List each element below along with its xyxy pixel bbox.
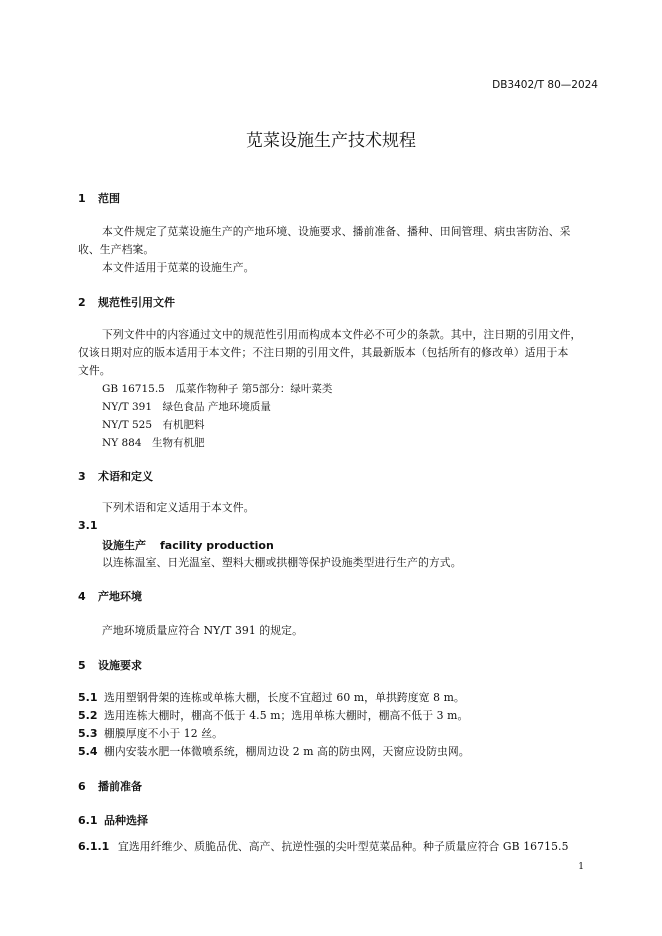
clause-5-3: 5.3 棚膜厚度不小于 12 丝。 bbox=[78, 727, 224, 740]
standard-code: DB3402/T 80—2024 bbox=[492, 79, 598, 91]
term-definition: 以连栋温室、日光温室、塑料大棚或拱棚等保护设施类型进行生产的方式。 bbox=[102, 556, 462, 569]
section-number: 4 bbox=[78, 590, 86, 603]
paragraph: 下列文件中的内容通过文中的规范性引用而构成本文件必不可少的条款。其中，注日期的引用文件， bbox=[102, 328, 582, 341]
clause-5-1: 5.1 选用塑钢骨架的连栋或单栋大棚，长度不宜超过 60 m，单拱跨度宽 8 m。 bbox=[78, 691, 465, 704]
clause-6-1-1: 6.1.1 宜选用纤维少、质脆品优、高产、抗逆性强的尖叶型苋菜品种。种子质量应符合 GB 16715.5 bbox=[78, 840, 569, 853]
reference-item: NY/T 391 绿色食品 产地环境质量 bbox=[102, 401, 271, 413]
section-number: 6 bbox=[78, 780, 86, 793]
reference-item: NY 884 生物有机肥 bbox=[102, 437, 205, 449]
clause-5-4: 5.4 棚内安装水肥一体微喷系统，棚周边设 2 m 高的防虫网，天窗应设防虫网。 bbox=[78, 745, 470, 758]
paragraph-continued: 文件。 bbox=[78, 364, 111, 377]
section-title: 术语和定义 bbox=[98, 470, 153, 483]
section-number: 1 bbox=[78, 192, 86, 205]
section-1-heading bbox=[78, 190, 120, 206]
clause-5-2: 5.2 选用连栋大棚时，棚高不低于 4.5 m；选用单栋大棚时，棚高不低于 3 m。 bbox=[78, 709, 469, 722]
section-number: 5 bbox=[78, 659, 86, 672]
section-number: 3 bbox=[78, 470, 86, 483]
subsection-6-1-heading bbox=[78, 812, 148, 828]
term-heading bbox=[102, 537, 274, 553]
reference-item: NY/T 525 有机肥料 bbox=[102, 419, 205, 431]
section-title: 设施要求 bbox=[98, 659, 142, 672]
document-title: 苋菜设施生产技术规程 bbox=[246, 131, 416, 151]
page-number: 1 bbox=[578, 862, 584, 872]
subsection-number: 3.1 bbox=[78, 519, 98, 532]
term-chinese: 设施生产 bbox=[102, 539, 146, 552]
subsection-number: 6.1 bbox=[78, 814, 98, 827]
paragraph: 本文件适用于苋菜的设施生产。 bbox=[102, 261, 255, 274]
paragraph-continued: 仅该日期对应的版本适用于本文件；不注日期的引用文件，其最新版本（包括所有的修改单）适用于本 bbox=[78, 346, 569, 359]
section-title: 产地环境 bbox=[98, 590, 142, 603]
reference-item: GB 16715.5 瓜菜作物种子 第5部分：绿叶菜类 bbox=[102, 383, 333, 395]
section-title: 范围 bbox=[98, 192, 120, 205]
section-3-heading bbox=[78, 468, 153, 484]
paragraph: 本文件规定了苋菜设施生产的产地环境、设施要求、播前准备、播种、田间管理、病虫害防治、采 bbox=[102, 225, 571, 238]
section-title: 规范性引用文件 bbox=[98, 296, 175, 309]
subsection-title: 品种选择 bbox=[104, 814, 148, 827]
paragraph: 下列术语和定义适用于本文件。 bbox=[102, 501, 255, 514]
section-2-heading bbox=[78, 294, 175, 310]
section-number: 2 bbox=[78, 296, 86, 309]
paragraph: 产地环境质量应符合 NY/T 391 的规定。 bbox=[102, 624, 303, 637]
section-4-heading bbox=[78, 588, 142, 604]
section-5-heading bbox=[78, 657, 142, 673]
paragraph-continued: 收、生产档案。 bbox=[78, 243, 155, 256]
term-english: facility production bbox=[160, 539, 274, 552]
section-6-heading bbox=[78, 778, 142, 794]
section-title: 播前准备 bbox=[98, 780, 142, 793]
